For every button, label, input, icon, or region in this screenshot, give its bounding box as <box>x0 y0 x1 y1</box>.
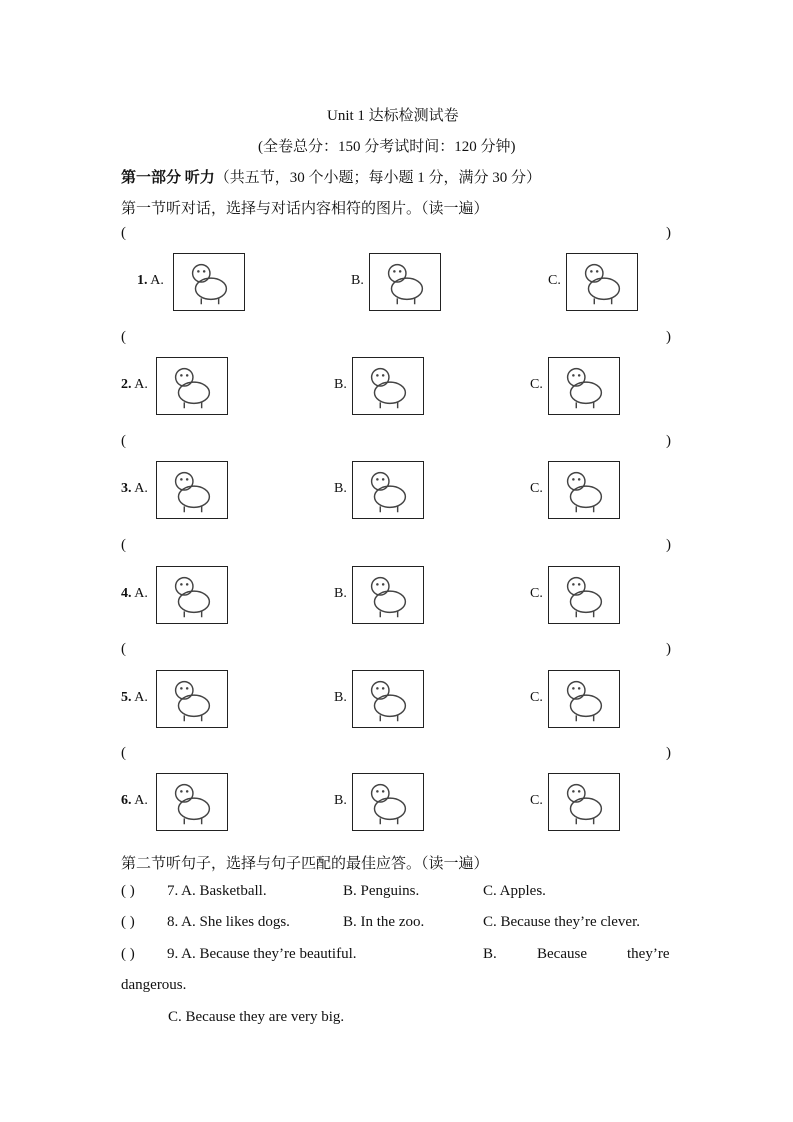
section2-instruction: 第二节听句子，选择与句子匹配的最佳应答。（读一遍） <box>121 856 489 872</box>
elephant-icon[interactable] <box>352 566 424 624</box>
answer-paren-close: ) <box>666 641 671 657</box>
horse-icon[interactable] <box>548 566 620 624</box>
lion-icon[interactable] <box>173 253 245 311</box>
rabbit-icon[interactable] <box>369 253 441 311</box>
option-label <box>334 481 347 497</box>
answer-paren-close: ) <box>666 433 671 449</box>
tiger-icon[interactable] <box>566 253 638 311</box>
question-number: 3. <box>121 481 132 496</box>
option-letter: B. <box>351 273 364 288</box>
answer-paren-open[interactable]: ( <box>121 225 126 241</box>
pig-icon[interactable] <box>548 670 620 728</box>
option-b: B. In the zoo. <box>343 914 425 930</box>
option-letter: C. <box>530 377 543 392</box>
answer-paren-open[interactable]: ( <box>121 641 126 657</box>
option-c: C. Because they’re clever. <box>483 914 641 930</box>
option-letter: A. <box>134 793 148 808</box>
question-number: 5. <box>121 690 132 705</box>
section1-instruction: 第一节听对话，选择与对话内容相符的图片。（读一遍） <box>121 201 489 217</box>
option-letter: A. <box>134 377 148 392</box>
part1-note: （共五节，30 个小题；每小题 1 分，满分 30 分） <box>214 170 542 186</box>
dolphin-icon[interactable] <box>156 566 228 624</box>
option-label <box>334 793 347 809</box>
option-label <box>121 690 148 706</box>
answer-paren-close: ) <box>666 329 671 345</box>
question-number: 2. <box>121 377 132 392</box>
option-a: 9. A. Because they’re beautiful. <box>167 946 357 962</box>
option-b-word3: dangerous. <box>121 977 187 993</box>
option-letter: B. <box>334 377 347 392</box>
option-letter: B. <box>334 690 347 705</box>
option-letter: B. <box>334 481 347 496</box>
option-letter: C. <box>530 690 543 705</box>
option-label <box>530 690 543 706</box>
answer-paren-open[interactable]: ( <box>121 745 126 761</box>
giraffe-icon[interactable] <box>352 357 424 415</box>
answer-paren-open[interactable]: ( <box>121 537 126 553</box>
option-label <box>548 273 561 289</box>
option-letter: A. <box>150 273 164 288</box>
option-label <box>334 377 347 393</box>
option-letter: C. <box>530 793 543 808</box>
answer-paren-close: ) <box>666 745 671 761</box>
answer-paren-open[interactable]: ( <box>121 433 126 449</box>
page-subtitle: (全卷总分：150 分考试时间：120 分钟) <box>258 139 516 155</box>
question-number: 1. <box>137 273 148 288</box>
kangaroo-icon[interactable] <box>548 773 620 831</box>
option-label <box>121 793 148 809</box>
goose-icon[interactable] <box>352 773 424 831</box>
goldfish-icon[interactable] <box>156 773 228 831</box>
rooster-icon[interactable] <box>352 461 424 519</box>
option-label <box>137 273 164 289</box>
option-label <box>334 690 347 706</box>
snake-icon[interactable] <box>156 461 228 519</box>
option-label <box>121 586 148 602</box>
option-c: C. Because they are very big. <box>168 1009 345 1025</box>
option-label <box>530 586 543 602</box>
question-number: 4. <box>121 586 132 601</box>
answer-paren-close: ) <box>666 225 671 241</box>
option-letter: B. <box>334 586 347 601</box>
option-c: C. Apples. <box>483 883 546 899</box>
part1-heading <box>121 166 541 187</box>
page-title: Unit 1 达标检测试卷 <box>327 108 459 124</box>
question-number: 6. <box>121 793 132 808</box>
option-letter: C. <box>530 586 543 601</box>
option-label <box>351 273 364 289</box>
option-letter: C. <box>530 481 543 496</box>
option-label <box>530 793 543 809</box>
bird-icon[interactable] <box>156 357 228 415</box>
answer-blank[interactable]: ( ) <box>121 946 135 962</box>
answer-paren-open[interactable]: ( <box>121 329 126 345</box>
option-label <box>121 377 148 393</box>
option-letter: C. <box>548 273 561 288</box>
option-label <box>530 481 543 497</box>
option-a: 8. A. She likes dogs. <box>167 914 290 930</box>
option-letter: A. <box>134 586 148 601</box>
option-b-label: B. <box>483 946 497 962</box>
answer-blank[interactable]: ( ) <box>121 883 135 899</box>
option-b-word2: they’re <box>627 946 670 962</box>
dog-icon[interactable] <box>156 670 228 728</box>
answer-blank[interactable]: ( ) <box>121 914 135 930</box>
option-letter: B. <box>334 793 347 808</box>
cat-icon[interactable] <box>352 670 424 728</box>
option-b: B. Penguins. <box>343 883 420 899</box>
option-label <box>530 377 543 393</box>
option-label <box>121 481 148 497</box>
option-letter: A. <box>134 690 148 705</box>
option-b-word1: Because <box>537 946 587 962</box>
koala-icon[interactable] <box>548 357 620 415</box>
answer-paren-close: ) <box>666 537 671 553</box>
option-label <box>334 586 347 602</box>
part1-title: 第一部分 听力 <box>121 170 215 186</box>
panda-icon[interactable] <box>548 461 620 519</box>
option-a: 7. A. Basketball. <box>167 883 267 899</box>
option-letter: A. <box>134 481 148 496</box>
